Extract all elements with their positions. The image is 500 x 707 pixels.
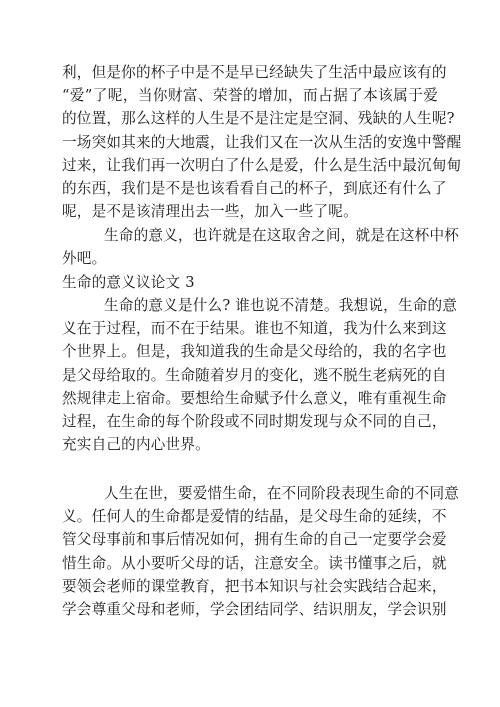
text-line: 的东西，我们是不是也该看看自己的杯子，到底还有什么了 xyxy=(62,180,447,198)
text-line: 学会尊重父母和老师，学会团结同学、结识朋友，学会识别 xyxy=(62,601,447,619)
text-line: 呢，是不是该清理出去一些，加入一些了呢。 xyxy=(62,203,358,221)
paragraph-meaning-choice xyxy=(62,224,460,270)
text-line: 个世界上。但是，我知道我的生命是父母给的，我的名字也 xyxy=(62,343,447,361)
text-line: 过来，让我们再一次明白了什么是爱，什么是生活中最沉甸甸 xyxy=(62,156,462,174)
text-line: 管父母事前和事后情况如何，拥有生命的自己一定要学会爱 xyxy=(62,531,447,549)
paragraph-cherish-life xyxy=(62,482,460,621)
text-line: 是父母给取的。生命随着岁月的变化，逃不脱生老病死的自 xyxy=(62,366,447,384)
text-line: 义。任何人的生命都是爱情的结晶，是父母生命的延续，不 xyxy=(62,508,447,526)
text-line: 充实自己的内心世界。 xyxy=(62,436,210,454)
text-line: 义在于过程，而不在于结果。谁也不知道，我为什么来到这 xyxy=(62,320,447,338)
text-line: 生命的意义，也许就是在这取舍之间，就是在这杯中杯 xyxy=(104,227,460,244)
text-line: 惜生命。从小要听父母的话，注意安全。读书懂事之后，就 xyxy=(62,554,447,572)
text-line: 要领会老师的课堂教育，把书本知识与社会实践结合起来， xyxy=(62,577,447,595)
text-line: 利，但是你的杯子中是不是早已经缺失了生活中最应该有的 xyxy=(62,64,447,81)
text-line: 一场突如其来的大地震，让我们又在一次从生活的安逸中警醒 xyxy=(62,133,462,151)
text-line: “爱”了呢，当你财富、荣誉的增加，而占据了本该属于爱 xyxy=(62,87,438,105)
text-line: 外吧。 xyxy=(62,250,107,268)
text-line: 然规律走上宿命。要想给生命赋予什么意义，唯有重视生命 xyxy=(62,389,447,407)
text-line: 人生在世，要爱惜生命，在不同阶段表现生命的不同意 xyxy=(104,485,460,502)
text-line: 生命的意义是什么? 谁也说不清楚。我想说，生命的意 xyxy=(104,297,458,314)
text-line: 的位置，那么这样的人生是不是注定是空洞、残缺的人生呢? xyxy=(62,110,455,128)
paragraph-love-cup xyxy=(62,61,462,223)
section-heading: 生命的意义议论文 3 xyxy=(62,274,195,291)
paragraph-meaning-process xyxy=(62,294,458,456)
text-line: 过程，在生命的每个阶段或不同时期发现与众不同的自己， xyxy=(62,413,447,431)
